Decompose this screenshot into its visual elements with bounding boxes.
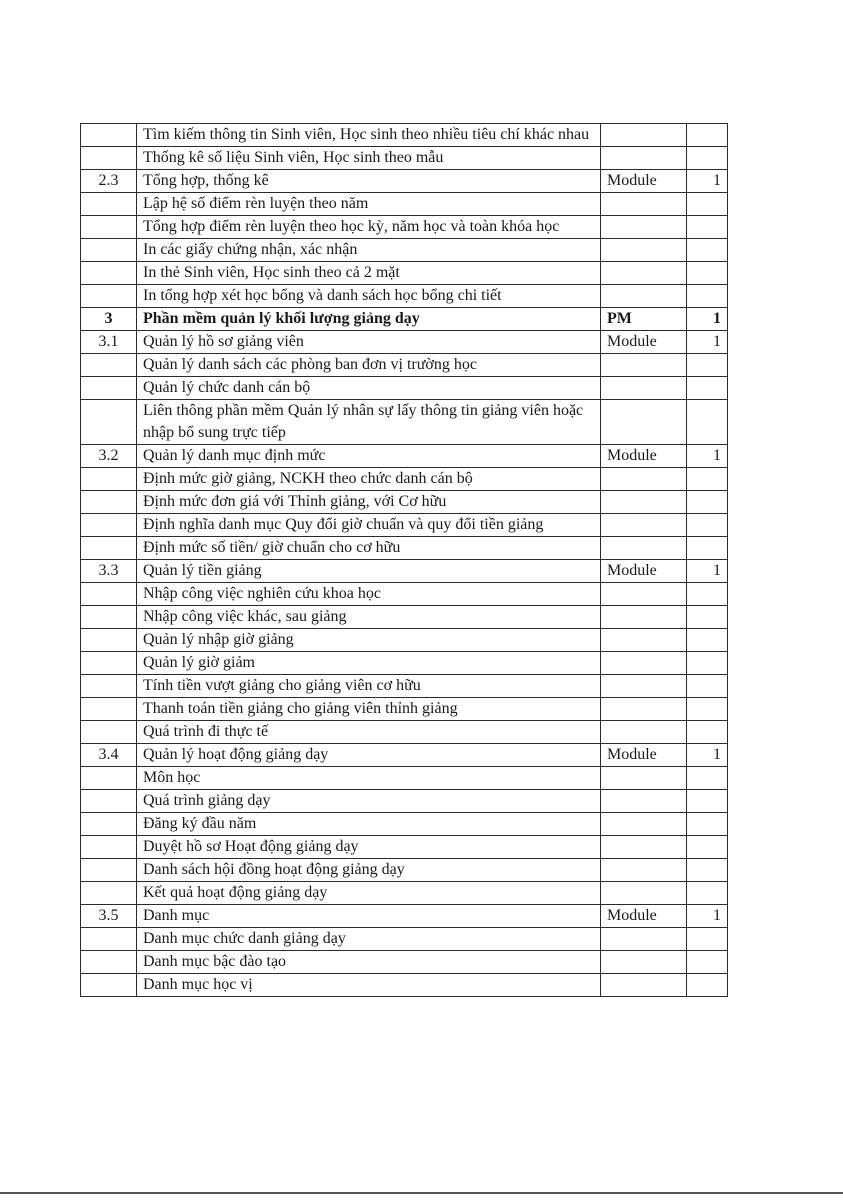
table-row [81,905,728,928]
row-number [81,928,137,951]
row-content: Liên thông phần mềm Quản lý nhân sự lấy thông tin giảng viên hoặc nhập bổ sung trực tiếp [137,400,601,445]
row-number [81,400,137,445]
table-row [81,262,728,285]
table-row [81,124,728,147]
row-number [81,675,137,698]
table-row [81,606,728,629]
row-quantity: 1 [687,445,728,468]
row-unit [601,928,687,951]
row-content: Danh mục [137,905,601,928]
table-row [81,147,728,170]
specification-table [80,123,728,997]
row-number [81,537,137,560]
row-unit [601,629,687,652]
row-quantity: 1 [687,331,728,354]
row-content: Định mức đơn giá với Thỉnh giảng, với Cơ hữu [137,491,601,514]
row-number [81,767,137,790]
row-quantity [687,147,728,170]
row-quantity [687,629,728,652]
row-unit [601,491,687,514]
row-content: Quá trình giảng dạy [137,790,601,813]
row-unit: Module [601,170,687,193]
row-quantity [687,675,728,698]
row-unit [601,400,687,445]
table-row [81,744,728,767]
row-number: 2.3 [81,170,137,193]
row-unit [601,721,687,744]
row-content: Quản lý danh mục định mức [137,445,601,468]
row-unit [601,767,687,790]
row-content: Quản lý tiền giảng [137,560,601,583]
row-quantity [687,262,728,285]
table-body [81,124,728,997]
row-number [81,285,137,308]
row-number [81,354,137,377]
row-number [81,813,137,836]
row-quantity [687,468,728,491]
row-content: Lập hệ số điểm rèn luyện theo năm [137,193,601,216]
row-quantity [687,882,728,905]
row-content: Danh sách hội đồng hoạt động giảng dạy [137,859,601,882]
row-quantity [687,790,728,813]
row-unit: Module [601,445,687,468]
row-quantity [687,239,728,262]
table-row [81,721,728,744]
row-content: In thẻ Sinh viên, Học sinh theo cả 2 mặt [137,262,601,285]
row-quantity [687,813,728,836]
row-content: Quản lý nhập giờ giảng [137,629,601,652]
table-row [81,445,728,468]
row-number: 3 [81,308,137,331]
table-row [81,560,728,583]
table-row [81,836,728,859]
row-content: Tính tiền vượt giảng cho giảng viên cơ hữu [137,675,601,698]
row-content: Quản lý giờ giảm [137,652,601,675]
table-row [81,216,728,239]
row-number [81,239,137,262]
row-quantity: 1 [687,170,728,193]
row-quantity [687,652,728,675]
row-content: Tổng hợp, thống kê [137,170,601,193]
row-unit [601,698,687,721]
page-bottom-edge [0,1192,843,1194]
row-quantity [687,285,728,308]
table-row [81,675,728,698]
row-number [81,836,137,859]
row-number: 3.4 [81,744,137,767]
row-content: Quản lý chức danh cán bộ [137,377,601,400]
table-row [81,629,728,652]
row-quantity [687,928,728,951]
table-row [81,698,728,721]
row-quantity [687,721,728,744]
table-row [81,377,728,400]
table-row [81,537,728,560]
row-unit [601,790,687,813]
row-content: Phần mềm quản lý khối lượng giảng dạy [137,308,601,331]
row-number [81,193,137,216]
row-quantity [687,583,728,606]
row-number [81,882,137,905]
row-content: Quản lý hoạt động giảng dạy [137,744,601,767]
row-quantity: 1 [687,905,728,928]
row-number: 3.2 [81,445,137,468]
table-row [81,193,728,216]
row-unit: Module [601,560,687,583]
row-content: Quá trình đi thực tế [137,721,601,744]
row-quantity [687,951,728,974]
row-quantity [687,400,728,445]
table-row [81,331,728,354]
row-number [81,583,137,606]
row-quantity [687,124,728,147]
row-unit [601,377,687,400]
row-unit: PM [601,308,687,331]
table-row [81,354,728,377]
row-content: Đăng ký đầu năm [137,813,601,836]
row-number [81,721,137,744]
row-content: In các giấy chứng nhận, xác nhận [137,239,601,262]
row-content: Định mức giờ giảng, NCKH theo chức danh cán bộ [137,468,601,491]
row-quantity [687,836,728,859]
row-number [81,606,137,629]
table-row [81,491,728,514]
row-quantity: 1 [687,744,728,767]
row-unit [601,514,687,537]
table-row [81,468,728,491]
row-content: Danh mục chức danh giảng dạy [137,928,601,951]
row-unit: Module [601,744,687,767]
row-quantity [687,698,728,721]
row-unit [601,147,687,170]
row-number [81,216,137,239]
row-content: Kết quả hoạt động giảng dạy [137,882,601,905]
row-unit: Module [601,331,687,354]
row-unit [601,537,687,560]
row-unit [601,836,687,859]
row-unit [601,262,687,285]
row-number [81,974,137,997]
row-quantity [687,514,728,537]
row-number [81,514,137,537]
row-unit [601,974,687,997]
table-row [81,813,728,836]
row-unit [601,193,687,216]
row-content: Nhập công việc nghiên cứu khoa học [137,583,601,606]
row-number [81,468,137,491]
row-number [81,859,137,882]
row-unit [601,859,687,882]
row-unit [601,606,687,629]
row-unit [601,124,687,147]
row-unit [601,882,687,905]
row-quantity: 1 [687,560,728,583]
table-row [81,514,728,537]
table-row [81,790,728,813]
row-content: Môn học [137,767,601,790]
row-content: Định nghĩa danh mục Quy đổi giờ chuẩn và quy đổi tiền giảng [137,514,601,537]
row-unit [601,354,687,377]
row-unit [601,216,687,239]
row-quantity [687,377,728,400]
row-quantity [687,974,728,997]
table-row [81,974,728,997]
row-unit [601,813,687,836]
row-quantity [687,859,728,882]
row-content: Định mức số tiền/ giờ chuẩn cho cơ hữu [137,537,601,560]
row-content: Duyệt hồ sơ Hoạt động giảng dạy [137,836,601,859]
row-content: Tổng hợp điểm rèn luyện theo học kỳ, năm học và toàn khóa học [137,216,601,239]
row-number: 3.1 [81,331,137,354]
table-row [81,170,728,193]
row-unit [601,468,687,491]
row-unit [601,652,687,675]
table-row [81,239,728,262]
row-quantity: 1 [687,308,728,331]
table-row [81,308,728,331]
row-quantity [687,491,728,514]
row-content: Thống kê số liệu Sinh viên, Học sinh theo mẫu [137,147,601,170]
row-unit [601,583,687,606]
table-row [81,652,728,675]
table-row [81,859,728,882]
row-quantity [687,193,728,216]
row-unit [601,285,687,308]
row-number [81,652,137,675]
row-unit [601,675,687,698]
row-quantity [687,606,728,629]
row-number [81,698,137,721]
table-row [81,767,728,790]
row-content: Quản lý hồ sơ giảng viên [137,331,601,354]
row-quantity [687,537,728,560]
row-content: Danh mục học vị [137,974,601,997]
table-row [81,285,728,308]
row-quantity [687,354,728,377]
row-number [81,262,137,285]
row-quantity [687,216,728,239]
row-number: 3.3 [81,560,137,583]
table-row [81,400,728,445]
row-content: Quản lý danh sách các phòng ban đơn vị trường học [137,354,601,377]
row-content: Tìm kiếm thông tin Sinh viên, Học sinh theo nhiều tiêu chí khác nhau [137,124,601,147]
row-number [81,124,137,147]
row-number [81,491,137,514]
table-row [81,583,728,606]
table-row [81,928,728,951]
row-number [81,951,137,974]
row-content: Danh mục bậc đào tạo [137,951,601,974]
row-number [81,377,137,400]
table-row [81,882,728,905]
row-unit [601,951,687,974]
row-number [81,629,137,652]
row-quantity [687,767,728,790]
row-content: In tổng hợp xét học bổng và danh sách học bổng chi tiết [137,285,601,308]
row-content: Nhập công việc khác, sau giảng [137,606,601,629]
row-number [81,790,137,813]
row-unit [601,239,687,262]
table-row [81,951,728,974]
row-number [81,147,137,170]
row-unit: Module [601,905,687,928]
row-number: 3.5 [81,905,137,928]
row-content: Thanh toán tiền giảng cho giảng viên thỉnh giảng [137,698,601,721]
